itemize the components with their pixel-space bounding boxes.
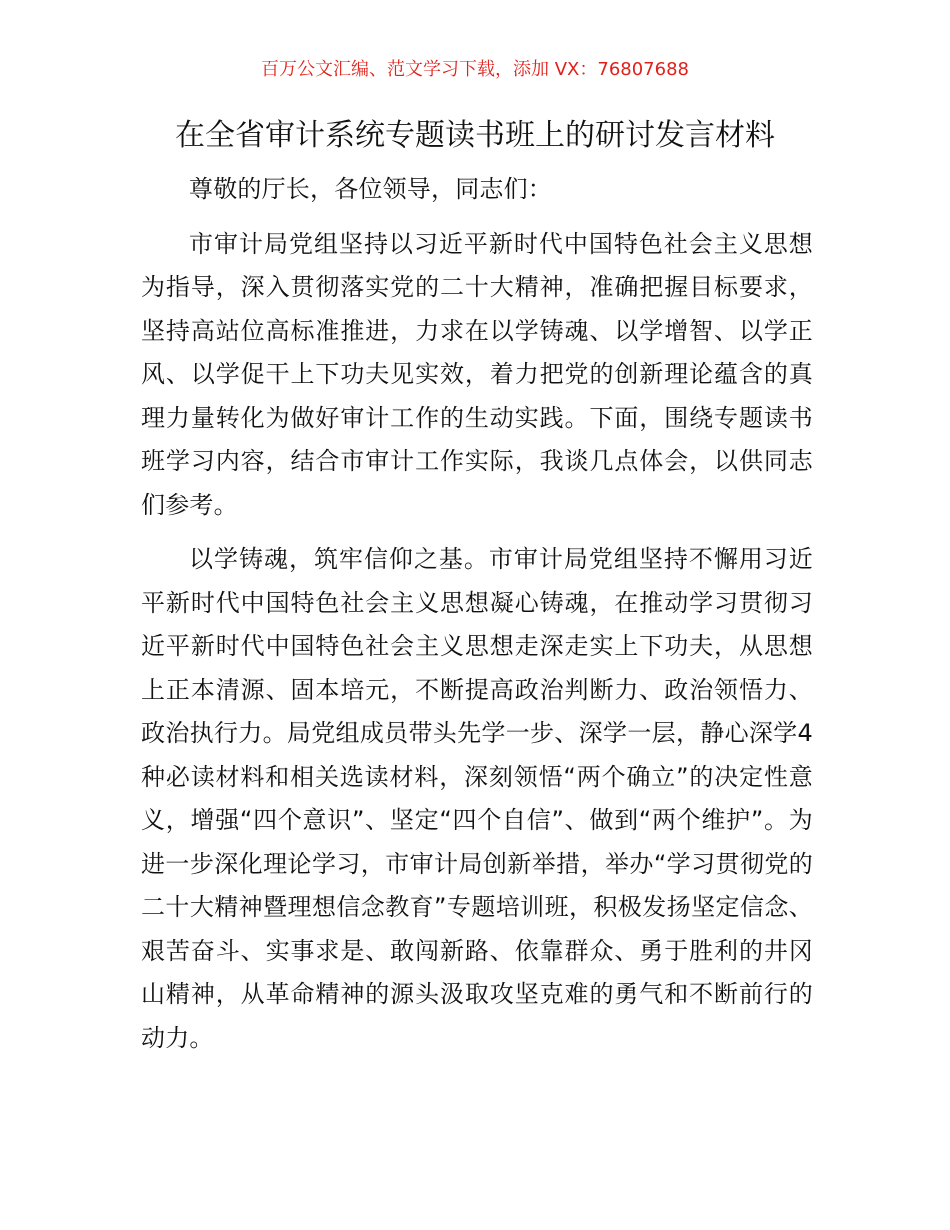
paragraph: 市审计局党组坚持以习近平新时代中国特色社会主义思想为指导，深入贯彻落实党的二十大精神，准确把握目标要求，坚持高站位高标准推进，力求在以学铸魂、以学增智、以学正风、以学促干上下功夫见实效，着力把党的创新理论蕴含的真理力量转化为做好审计工作的生动实践。下面，围绕专题读书班学习内容，结合市审计工作实际，我谈几点体会，以供同志们参考。 (141, 229, 813, 519)
document-body (141, 168, 813, 1071)
paragraph: 以学铸魂，筑牢信仰之基。市审计局党组坚持不懈用习近平新时代中国特色社会主义思想凝心铸魂，在推动学习贯彻习近平新时代中国特色社会主义思想走深走实上下功夫，从思想上正本清源、固本培元，不断提高政治判断力、政治领悟力、政治执行力。局党组成员带头先学一步、深学一层，静心深学4种必读材料和相关选读材料，深刻领悟“两个确立”的决定性意义，增强“四个意识”、坚定“四个自信”、做到“两个维护”。为进一步深化理论学习，市审计局创新举措，举办“学习贯彻党的二十大精神暨理想信念教育”专题培训班，积极发扬坚定信念、艰苦奋斗、实事求是、敢闯新路、依靠群众、勇于胜利的井冈山精神，从革命精神的源头汲取攻坚克难的勇气和不断前行的动力。 (141, 545, 813, 1052)
salutation: 尊敬的厅长，各位领导，同志们： (189, 175, 552, 203)
watermark-header: 百万公文汇编、范文学习下载，添加 VX：76807688 (261, 59, 689, 80)
document-title: 在全省审计系统专题读书班上的研讨发言材料 (175, 118, 775, 153)
